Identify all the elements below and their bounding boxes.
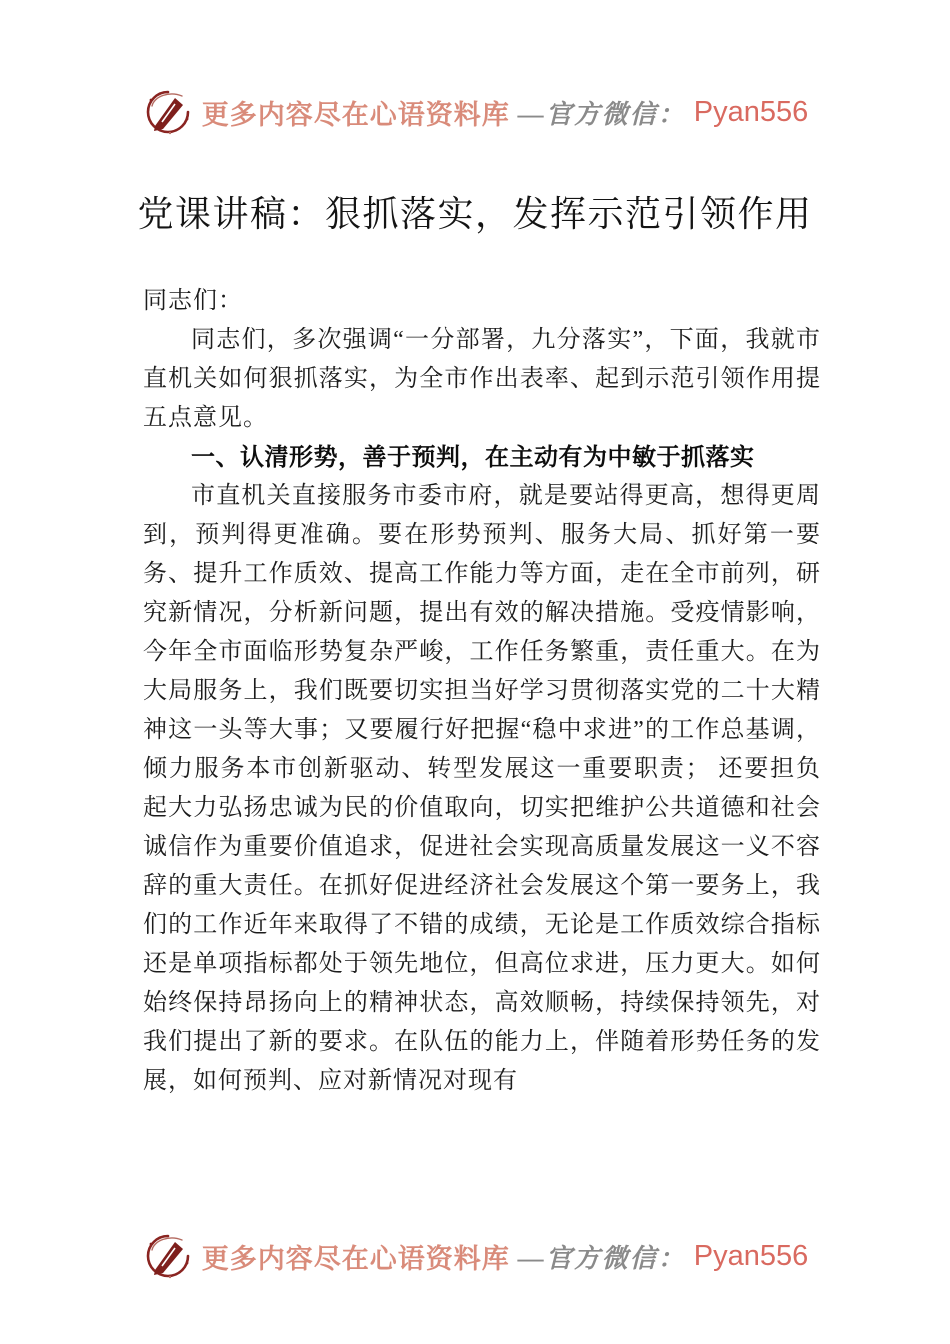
watermark-text: 更多内容尽在心语资料库 [201,99,510,130]
wechat-id: Pyan556 [693,95,809,128]
document-title: 党课讲稿：狠抓落实，发挥示范引领作用 [137,194,813,234]
paragraph: 市直机关直接服务市委市府，就是要站得更高，想得更周到，预判得更准确。要在形势预判、服务大局、抓好第一要务、提升工作质效、提高工作能力等方面，走在全市前列，研究新情况，分析新问题，提出有效的解决措施。受疫情影响，今年全市面临形势复杂严峻，工作任务繁重，责任重大。在为大局服务上，我们既要切实担当好学习贯彻落实党的二十大精神这一头等大事；又要履行好把握“稳中求进”的工作总基调，倾力服务本市创新驱动、转型发展这一重要职责； 还要担负起大力弘扬忠诚为民的价值取向，切实把维护公共道德和社会诚信作为重要价值追求，促进社会实现高质量发展这一义不容辞的重大责任。在抓好促进经济社会发展这个第一要务上，我们的工作近年来取得了不错的成绩，无论是工作质效综合指标还是单项指标都处于领先地位，但高位求进，压力更大。如何始终保持昂扬向上的精神状态，高效顺畅，持续保持领先，对我们提出了新的要求。在队伍的能力上，伴随着形势任务的发展，如何预判、应对新情况对现有 [143,483,821,1094]
watermark-label: —官方微信： [517,99,686,129]
watermark-text: 更多内容尽在心语资料库 [201,1243,510,1274]
watermark-label: —官方微信： [517,1243,686,1273]
watermark-footer [0,1230,950,1282]
pen-in-circle-icon [142,86,194,138]
paragraph: 同志们，多次强调“一分部署，九分落实”，下面，我就市直机关如何狠抓落实，为全市作出表率、起到示范引领作用提五点意见。 [143,327,821,431]
pen-in-circle-icon [142,1230,194,1282]
watermark-header [0,86,950,138]
paragraph: 同志们： [143,288,243,314]
wechat-id: Pyan556 [693,1239,809,1272]
section-heading: 一、认清形势，善于预判，在主动有为中敏于抓落实 [191,444,755,471]
document-body [143,282,821,1101]
